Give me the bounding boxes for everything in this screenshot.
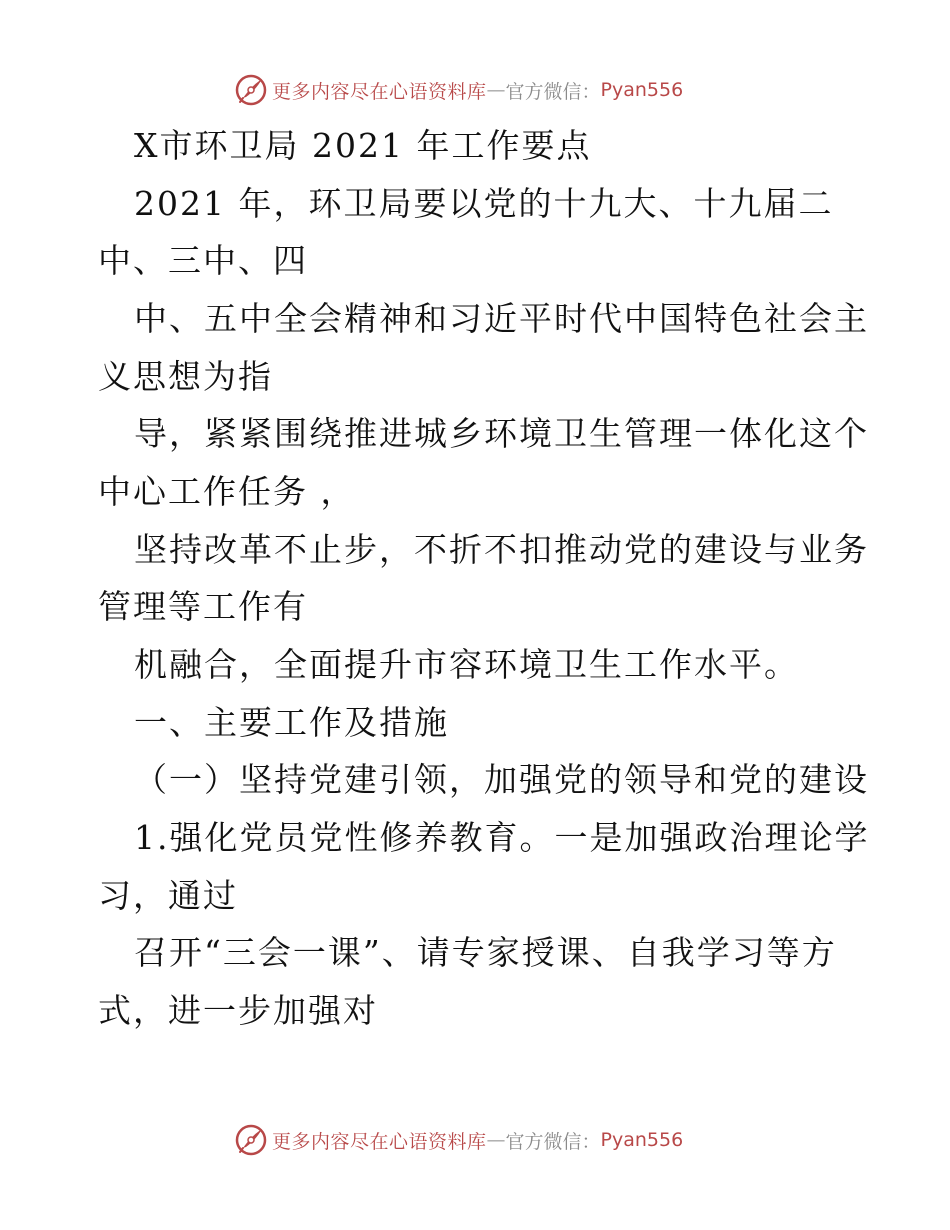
document-line: 中、五中全会精神和习近平时代中国特色社会主 — [134, 299, 869, 338]
watermark-dash: — — [486, 1129, 506, 1151]
document-line: 中、三中、四 — [98, 241, 308, 280]
quill-logo-icon — [234, 73, 268, 107]
document-line: 义思想为指 — [98, 357, 273, 396]
document-line: 机融合，全面提升市容环境卫生工作水平。 — [134, 645, 799, 684]
watermark-account-id: Pyan556 — [600, 79, 684, 101]
watermark-account-label: 官方微信： — [505, 1130, 601, 1153]
document-line: 管理等工作有 — [98, 587, 308, 626]
document-line: 式，进一步加强对 — [98, 991, 378, 1030]
document-line: 2021 年，环卫局要以党的十九大、十九届二 — [134, 184, 834, 223]
document-line: 1.强化党员党性修养教育。一是加强政治理论学 — [134, 818, 870, 857]
watermark-account-label: 官方微信： — [505, 80, 601, 103]
document-line: 召开“三会一课”、请专家授课、自我学习等方 — [134, 933, 837, 972]
header-watermark — [234, 72, 683, 108]
document-line: 中心工作任务 ， — [98, 472, 356, 511]
subsection-heading: （一）坚持党建引领，加强党的领导和党的建设 — [134, 760, 869, 799]
document-line: 坚持改革不止步，不折不扣推动党的建设与业务 — [134, 530, 869, 569]
watermark-account-id: Pyan556 — [600, 1129, 684, 1151]
watermark-text: 更多内容尽在心语资料库 — [272, 1130, 487, 1153]
watermark-dash: — — [486, 79, 506, 101]
document-line: 导，紧紧围绕推进城乡环境卫生管理一体化这个 — [134, 414, 869, 453]
document-line: 习，通过 — [98, 876, 238, 915]
footer-watermark — [234, 1122, 683, 1158]
quill-logo-icon — [234, 1123, 268, 1157]
watermark-text: 更多内容尽在心语资料库 — [272, 80, 487, 103]
document-title: X市环卫局 2021 年工作要点 — [134, 126, 592, 165]
section-heading: 一、主要工作及措施 — [134, 703, 449, 742]
